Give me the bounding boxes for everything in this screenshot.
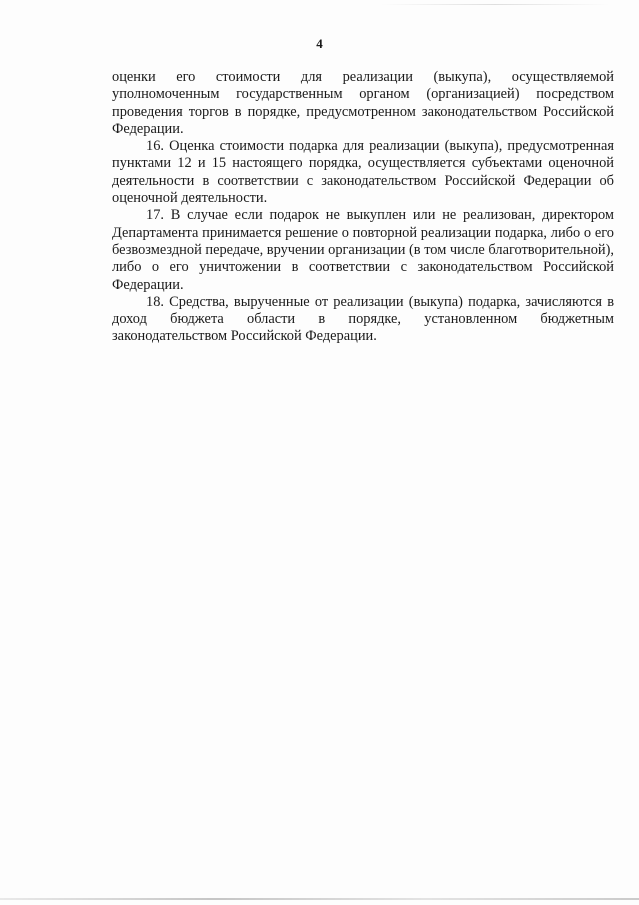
paragraph-16: 16. Оценка стоимости подарка для реализации (выкупа), предусмотренная пунктами 12 и 15 настоящего порядка, осуществляется субъектами оценочной деятельности в соответствии с законодательством Российской Федерации об оценочной деятельности. [112, 138, 614, 207]
scan-edge-bottom [0, 898, 639, 900]
paragraph-17: 17. В случае если подарок не выкуплен или не реализован, директором Департамента принимается решение о повторной реализации подарка, либо о его безвозмездной передаче, вручении организации (в том числе благотворительной), либо о его уничтожении в соответствии с законодательством Российской Федерации. [112, 207, 614, 293]
paragraph-18: 18. Средства, вырученные от реализации (выкупа) подарка, зачисляются в доход бюджета области в порядке, установленном бюджетным законодательством Российской Федерации. [112, 293, 614, 345]
document-body [112, 69, 614, 346]
page-number: 4 [316, 36, 323, 51]
scan-edge-top [380, 4, 610, 5]
paragraph-continuation: оценки его стоимости для реализации (выкупа), осуществляемой уполномоченным государственным органом (организацией) посредством проведения торгов в порядке, предусмотренном законодательством Российской Федерации. [112, 69, 614, 137]
